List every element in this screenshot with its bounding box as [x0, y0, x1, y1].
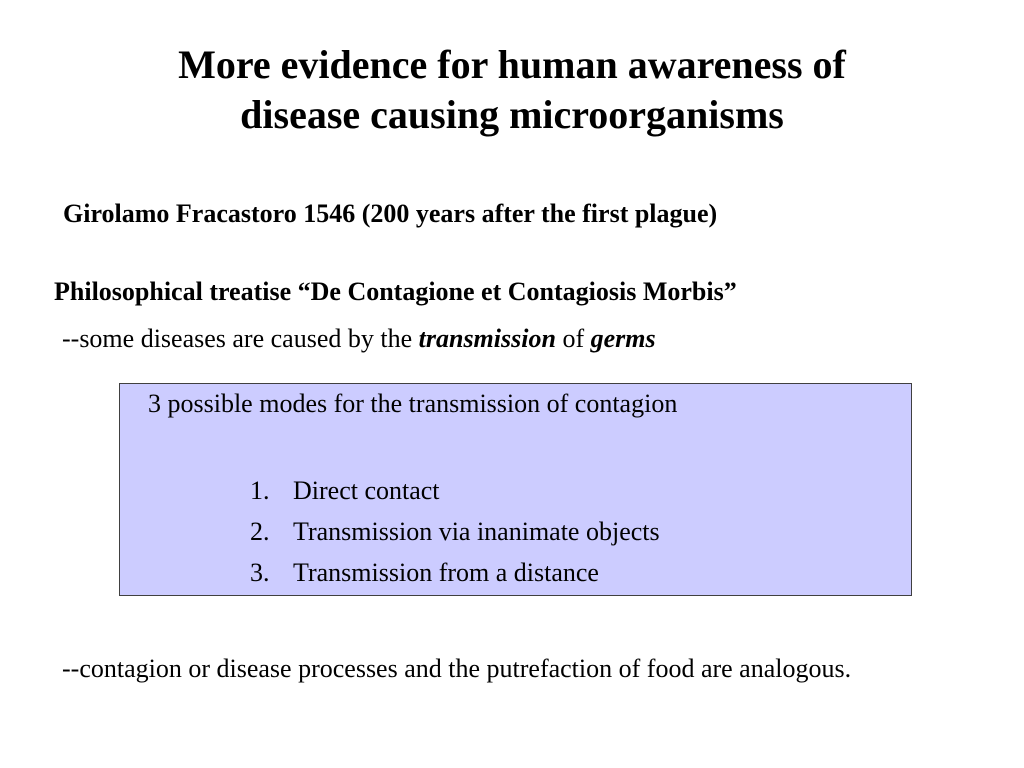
slide-title [0, 40, 1024, 140]
author-line: Girolamo Fracastoro 1546 (200 years after the first plague) [63, 199, 718, 228]
list-item-text: Transmission from a distance [293, 558, 599, 587]
germs-term: germs [590, 324, 656, 353]
list-item [250, 552, 660, 593]
slide-title-line-2: disease causing microorganisms [240, 92, 784, 137]
list-item-number: 1. [250, 476, 270, 505]
list-item [250, 511, 660, 552]
transmission-modes-box [119, 383, 912, 596]
modes-box-heading: 3 possible modes for the transmission of contagion [148, 389, 678, 418]
treatise-line: Philosophical treatise “De Contagione et Contagiosis Morbis” [54, 277, 737, 306]
transmission-term: transmission [418, 324, 556, 353]
germs-line-middle: of [555, 324, 591, 353]
conclusion-text: --contagion or disease processes and the putrefaction of food are analogous. [62, 654, 852, 683]
slide-title-line-1: More evidence for human awareness of [178, 42, 846, 87]
list-item-number: 2. [250, 517, 270, 546]
list-item [250, 470, 660, 511]
list-item-text: Direct contact [293, 476, 440, 505]
list-item-number: 3. [250, 558, 270, 587]
modes-list [250, 470, 660, 593]
germs-line [62, 322, 656, 356]
germs-line-prefix: --some diseases are caused by the [62, 324, 419, 353]
list-item-text: Transmission via inanimate objects [293, 517, 660, 546]
